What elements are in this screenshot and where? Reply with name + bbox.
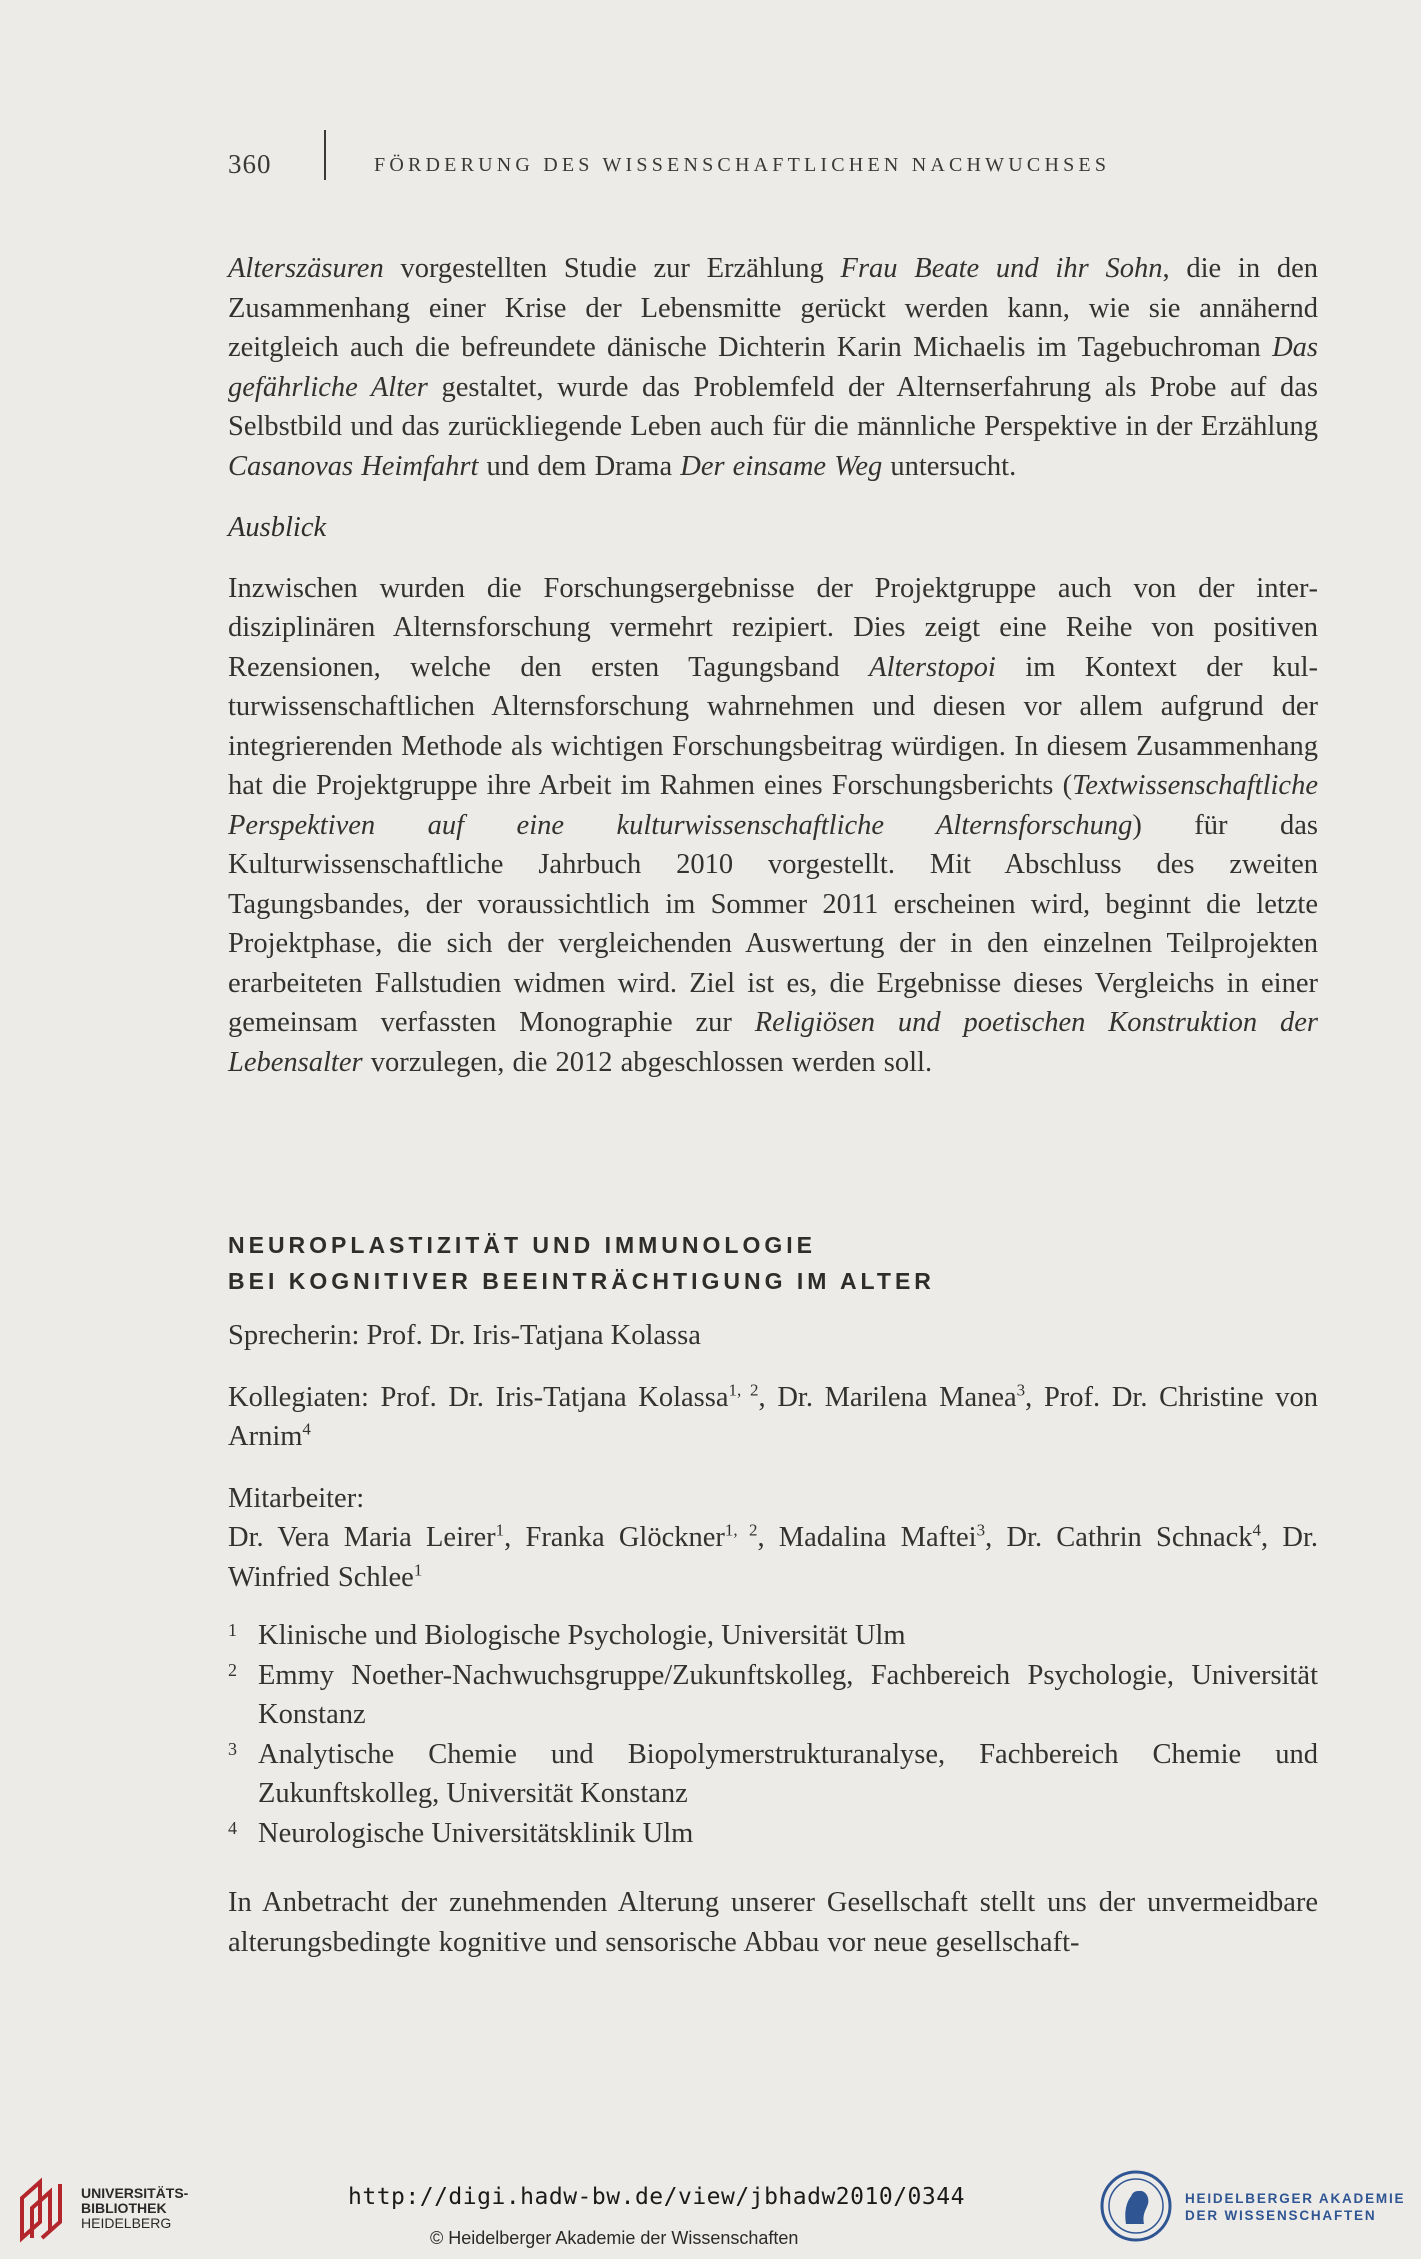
affiliation-text: Emmy Noether-Nachwuchsgruppe/Zukunftskolleg, Fachbereich Psychologie, Universität Konstanz (258, 1659, 1318, 1730)
ausblick-paragraph: Inzwischen wurden die Forschungsergebnisse der Projektgruppe auch von der interdisziplinären Alternsforschung vermehrt rezipiert. Dies zeigt eine Reihe von positiven Rezensionen, welche den ersten Tagungsband Alterstopoi im Kontext der kulturwissenschaftlichen Alternsforschung wahrnehmen und diesen vor allem aufgrund der integrierenden Methode als wichtigen Forschungsbeitrag würdigen. In diesem Zusammenhang hat die Projektgruppe ihre Arbeit im Rahmen eines Forschungsberichts (Textwissenschaftliche Perspektiven auf eine kulturwissenschaftliche Alternsforschung) für das Kulturwissenschaftliche Jahrbuch 2010 vorgestellt. Mit Abschluss des zweiten Tagungsbandes, der voraussichtlich im Sommer 2011 erscheinen wird, beginnt die letzte Projektphase, die sich der vergleichenden Auswertung der in den einzelnen Teilprojekten erarbeiteten Fallstudien widmen wird. Ziel ist es, die Ergebnisse dieses Vergleichs in einer gemeinsam verfassten Monographie zur Religiösen und poetischen Konstruktion der Lebensalter vorzulegen, die 2012 abgeschlossen werden soll. (228, 572, 1319, 1078)
academy-seal-icon (1098, 2168, 1174, 2244)
affiliation-text: Analytische Chemie und Biopolymerstrukturanalyse, Fachbereich Chemie und Zukunftskolleg, Universität Konstanz (258, 1738, 1318, 1809)
affiliation-number: 4 (228, 1817, 237, 1838)
intro-paragraph: Alterszäsuren vorgestellten Studie zur Erzählung Frau Beate und ihr Sohn, die in den Zusammenhang einer Krise der Lebensmitte gerückt werden kann, wie sie annähernd zeitgleich auch die befreundete dänische Dichterin Karin Michaelis im Tagebuchroman Das gefährliche Alter gestaltet, wurde das Problemfeld der Alternserfahrung als Probe auf das Selbstbild und das zurückliegende Leben auch für die männliche Perspektive in der Erzählung Casanovas Heimfahrt und dem Drama Der einsame Weg untersucht. (228, 253, 1318, 482)
section-title-line-2: BEI KOGNITIVER BEEINTRÄCHTIGUNG IM ALTER (228, 1268, 935, 1294)
section-heading (228, 1227, 1318, 1299)
affiliation-item (228, 1656, 1318, 1735)
affiliation-item (228, 1735, 1318, 1814)
mitarbeiter-list: Dr. Vera Maria Leirer$^1$, Franka Glöckner$^{1, 2}$, Madalina Maftei$^3$, Dr. Cathrin Schnack$^4$, Dr. Winfried Schlee$^1$ (228, 1520, 1319, 1593)
running-title: FÖRDERUNG DES WISSENSCHAFTLICHEN NACHWUCHSES (374, 154, 1111, 176)
affiliation-number: 1 (228, 1620, 237, 1640)
affiliation-number: 3 (228, 1738, 237, 1759)
university-library-logo-icon (16, 2172, 74, 2244)
affiliation-item (228, 1616, 1318, 1656)
kollegiaten-line: Kollegiaten: Prof. Dr. Iris-Tatjana Kolassa$^{1, 2}$, Dr. Marilena Manea$^3$, Prof. Dr. Christine von Arnim$^4$ (228, 1380, 1318, 1452)
affiliation-item (228, 1814, 1318, 1854)
affiliation-text: Klinische und Biologische Psychologie, Universität Ulm (258, 1620, 906, 1651)
section-title-line-1: NEUROPLASTIZITÄT UND IMMUNOLOGIE (228, 1232, 816, 1258)
university-library-name: UNIVERSITÄTS- BIBLIOTHEK HEIDELBERG (81, 2185, 189, 2231)
source-url-link[interactable]: http://digi.hadw-bw.de/view/jbhadw2010/0344 (348, 2184, 965, 2210)
page-number: 360 (228, 149, 272, 179)
header-divider (324, 130, 326, 180)
page-header (228, 130, 1228, 180)
closing-paragraph: In Anbetracht der zunehmenden Alterung unserer Gesellschaft stellt uns der unvermeidbare alterungsbedingte kognitive und sensorische Abbau vor neue gesellschaft- (228, 1887, 1318, 1958)
page-footer (0, 2160, 1421, 2259)
affiliation-list (228, 1616, 1318, 1853)
mitarbeiter-label: Mitarbeiter: (228, 1482, 365, 1514)
speaker-line: Sprecherin: Prof. Dr. Iris-Tatjana Kolassa (228, 1320, 701, 1351)
page-content (228, 249, 1318, 1962)
academy-name: HEIDELBERGER AKADEMIE DER WISSENSCHAFTEN (1185, 2191, 1406, 2223)
affiliation-number: 2 (228, 1659, 237, 1680)
affiliation-text: Neurologische Universitätsklinik Ulm (258, 1817, 694, 1849)
copyright-notice: © Heidelberger Akademie der Wissenschaften (430, 2228, 799, 2248)
ausblick-heading: Ausblick (228, 512, 327, 543)
